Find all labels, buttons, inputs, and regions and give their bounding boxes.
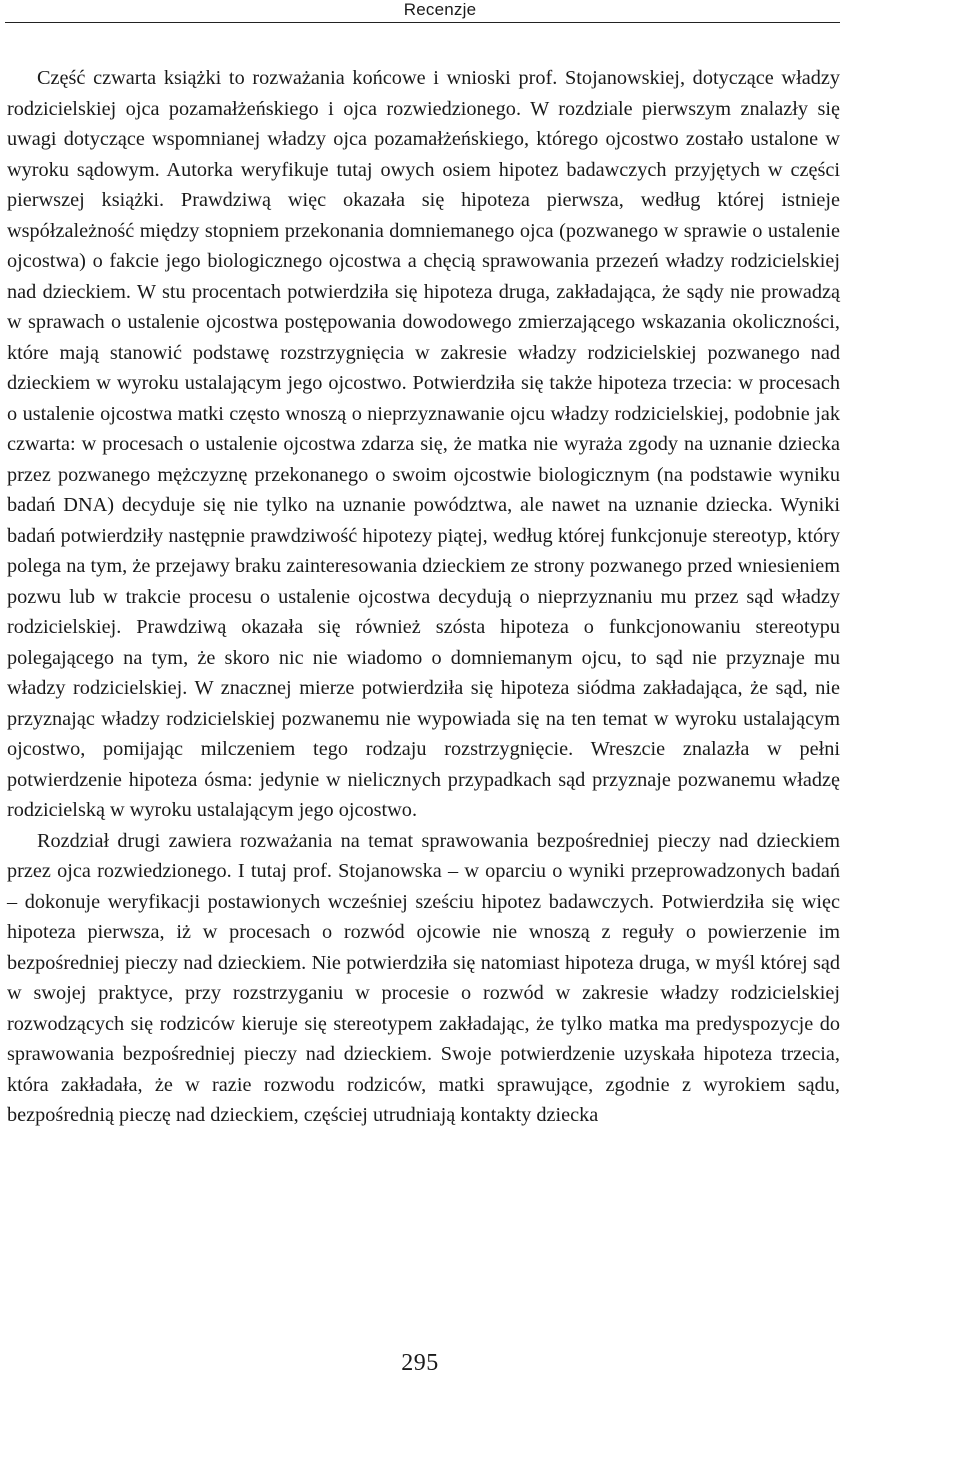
paragraph-1: Część czwarta książki to rozważania końcowe i wnioski prof. Stojanowskiej, dotyczące władzy rodzicielskiej ojca pozamałżeńskiego i ojca rozwiedzionego. W rozdziale pierwszym znalazły się uwagi dotyczące wspomnianej władzy ojca pozamałżeńskiego, którego ojcostwo zostało ustalone w wyroku sądowym. Autorka weryfikuje tutaj owych osiem hipotez badawczych przyjętych w części pierwszej książki. Prawdziwą więc okazała się hipoteza pierwsza, według której istnieje współzależność między stopniem przekonania domniemanego ojca (pozwanego w sprawie o ustalenie ojcostwa) o fakcie jego biologicznego ojcostwa a chęcią sprawowania przezeń władzy rodzicielskiej nad dzieckiem. W stu procentach potwierdziła się hipoteza druga, zakładająca, że sądy nie prowadzą w sprawach o ustalenie ojcostwa postępowania dowodowego zmierzającego wskazania okoliczności, które mają stanowić podstawę rozstrzygnięcia w zakresie władzy rodzicielskiej pozwanego nad dzieckiem w wyroku ustalającym jego ojcostwo. Potwierdziła się także hipoteza trzecia: w procesach o ustalenie ojcostwa matki często wnoszą o nieprzyznawanie ojcu władzy rodzicielskiej, podobnie jak czwarta: w procesach o ustalenie ojcostwa zdarza się, że matka nie wyraża zgody na uznanie dziecka przez pozwanego mężczyznę przekonanego o swoim ojcostwie biologicznym (na podstawie wyniku badań DNA) decyduje się nie tylko na uznanie powództwa, ale nawet na uznanie dziecka. Wyniki badań potwierdziły następnie prawdziwość hipotezy piątej, według której funkcjonuje stereotyp, który polega na tym, że przejawy braku zainteresowania dzieckiem ze strony pozwanego przed wniesieniem pozwu lub w trakcie procesu o ustalenie ojcostwa decydują o nieprzyznaniu mu przez sąd władzy rodzicielskiej. Prawdziwą okazała się również szósta hipoteza o funkcjonowaniu stereotypu polegającego na tym, że skoro nic nie wiadomo o domniemanym ojcu, to sąd nie przyznaje mu władzy rodzicielskiej. W znacznej mierze potwierdziła się hipoteza siódma zakładająca, że sąd, nie przyznając władzy rodzicielskiej pozwanemu nie wypowiada się na ten temat w wyroku ustalającym ojcostwo, pomijając milczeniem tego rodzaju rozstrzygnięcie. Wreszcie znalazła w pełni potwierdzenie hipoteza ósma: jedynie w nielicznych przypadkach sąd przyznaje pozwanemu władzę rodzicielską w wyroku ustalającym jego ojcostwo. xyxy=(7,67,840,821)
text-body xyxy=(7,63,840,1131)
page-number: 295 xyxy=(401,1350,439,1376)
header-rule xyxy=(5,22,840,23)
paragraph-2: Rozdział drugi zawiera rozważania na temat sprawowania bezpośredniej pieczy nad dzieckiem przez ojca rozwiedzionego. I tutaj prof. Stojanowska – w oparciu o wyniki przeprowadzonych badań – dokonuje weryfikacji postawionych wcześniej sześciu hipotez badawczych. Potwierdziła się więc hipoteza pierwsza, iż w procesach o rozwód ojcowie nie wnoszą z reguły o powierzenie im bezpośredniej pieczy nad dzieckiem. Nie potwierdziła się natomiast hipoteza druga, w myśl której sąd w swojej praktyce, przy rozstrzyganiu w procesie o rozwód w zakresie władzy rodzicielskiej rozwodzących się rodziców kieruje się stereotypem zakładając, że tylko matka ma predyspozycje do sprawowania bezpośredniej pieczy nad dzieckiem. Swoje potwierdzenie uzyskała hipoteza trzecia, która zakładała, że w razie rozwodu rodziców, matki sprawujące, zgodnie z wyrokiem sądu, bezpośrednią pieczę nad dzieckiem, częściej utrudniają kontakty dziecka xyxy=(7,829,840,1126)
running-head xyxy=(0,0,960,30)
section-title: Recenzje xyxy=(403,0,477,19)
